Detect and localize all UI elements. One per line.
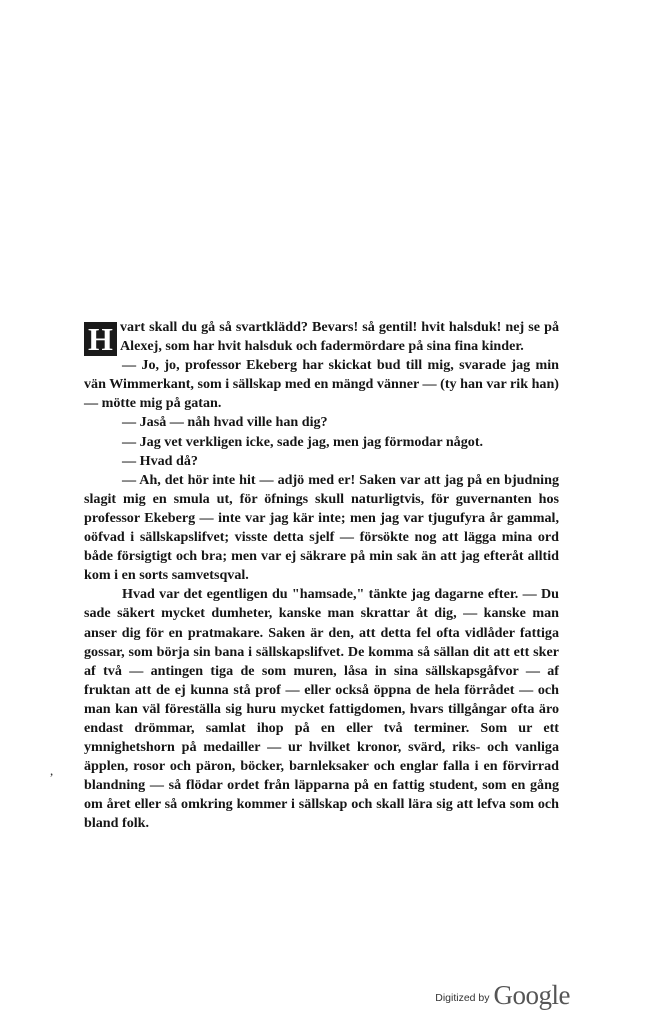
paragraph: — Jo, jo, professor Ekeberg har skickat bud till mig, svarade jag min vän Wimmerkant, som i sällskap med en mängd vänner — (ty han var rik han) — mötte mig på gatan. <box>84 357 559 412</box>
google-logo-text: Google <box>493 980 570 1010</box>
paragraph: — Jag vet verkligen icke, sade jag, men jag förmodar något. <box>122 433 484 450</box>
drop-cap-letter: H <box>84 322 117 356</box>
paragraph: — Hvad då? <box>122 452 198 469</box>
paragraph: — Ah, det hör inte hit — adjö med er! Saken var att jag på en bjudning slagit mig en smula ut, för öfnings skull naturligtvis, för guvernanten hos professor Ekeberg — inte var jag kär inte; men jag var tjugufyra år gammal, oöfvad i sällskapslifvet; visste detta sjelf — försökte nog att lägga mina ord både försigtigt och bra; men var ej säkrare på min sak än att jag efteråt alltid kom i en sorts samvetsqval. <box>84 471 559 584</box>
margin-mark: , <box>50 763 54 778</box>
page-body-text <box>84 318 559 834</box>
digitized-by-label: Digitized by <box>435 992 490 1004</box>
paragraph-1-text: vart skall du gå så svartklädd? Bevars! så gentil! hvit halsduk! nej se på Alexej, som har hvit halsduk och fadermördare på sina fina kinder. <box>120 319 559 355</box>
digitization-credit <box>435 980 570 1011</box>
opening-paragraph <box>84 318 559 356</box>
paragraph: Hvad var det egentligen du "hamsade," tänkte jag dagarne efter. — Du sade säkert mycket dumheter, kanske man skrattar åt dig, — kanske man anser dig för en pratmakare. Saken är den, att detta fel ofta vidlåder fattiga gossar, som börja sin bana i sällskapslifvet. De komma så sällan dit att ett sker af två — antingen tiga de som muren, låsa in sina sällskapsgåfvor — af fruktan att de ej kunna stå prof — eller också öppna de hela förrådet — och man kan väl föreställa sig huru mycket fattigdomen, hvars tillgångar ofta äro endast drömmar, samlat ihop på en eller två terminer. Som ur ett ymnighetshorn på medailler — ur hvilket kronor, svärd, riks- och vanliga äpplen, rosor och päron, böcker, barnleksaker och englar falla i en förvirrad blandning — så flödar ordet från läpparna på en fattig student, som en gång om året eller så omkring kommer i sällskap och skall lära sig att lefva som och bland folk. <box>84 586 559 832</box>
paragraph: — Jaså — nåh hvad ville han dig? <box>122 414 328 431</box>
